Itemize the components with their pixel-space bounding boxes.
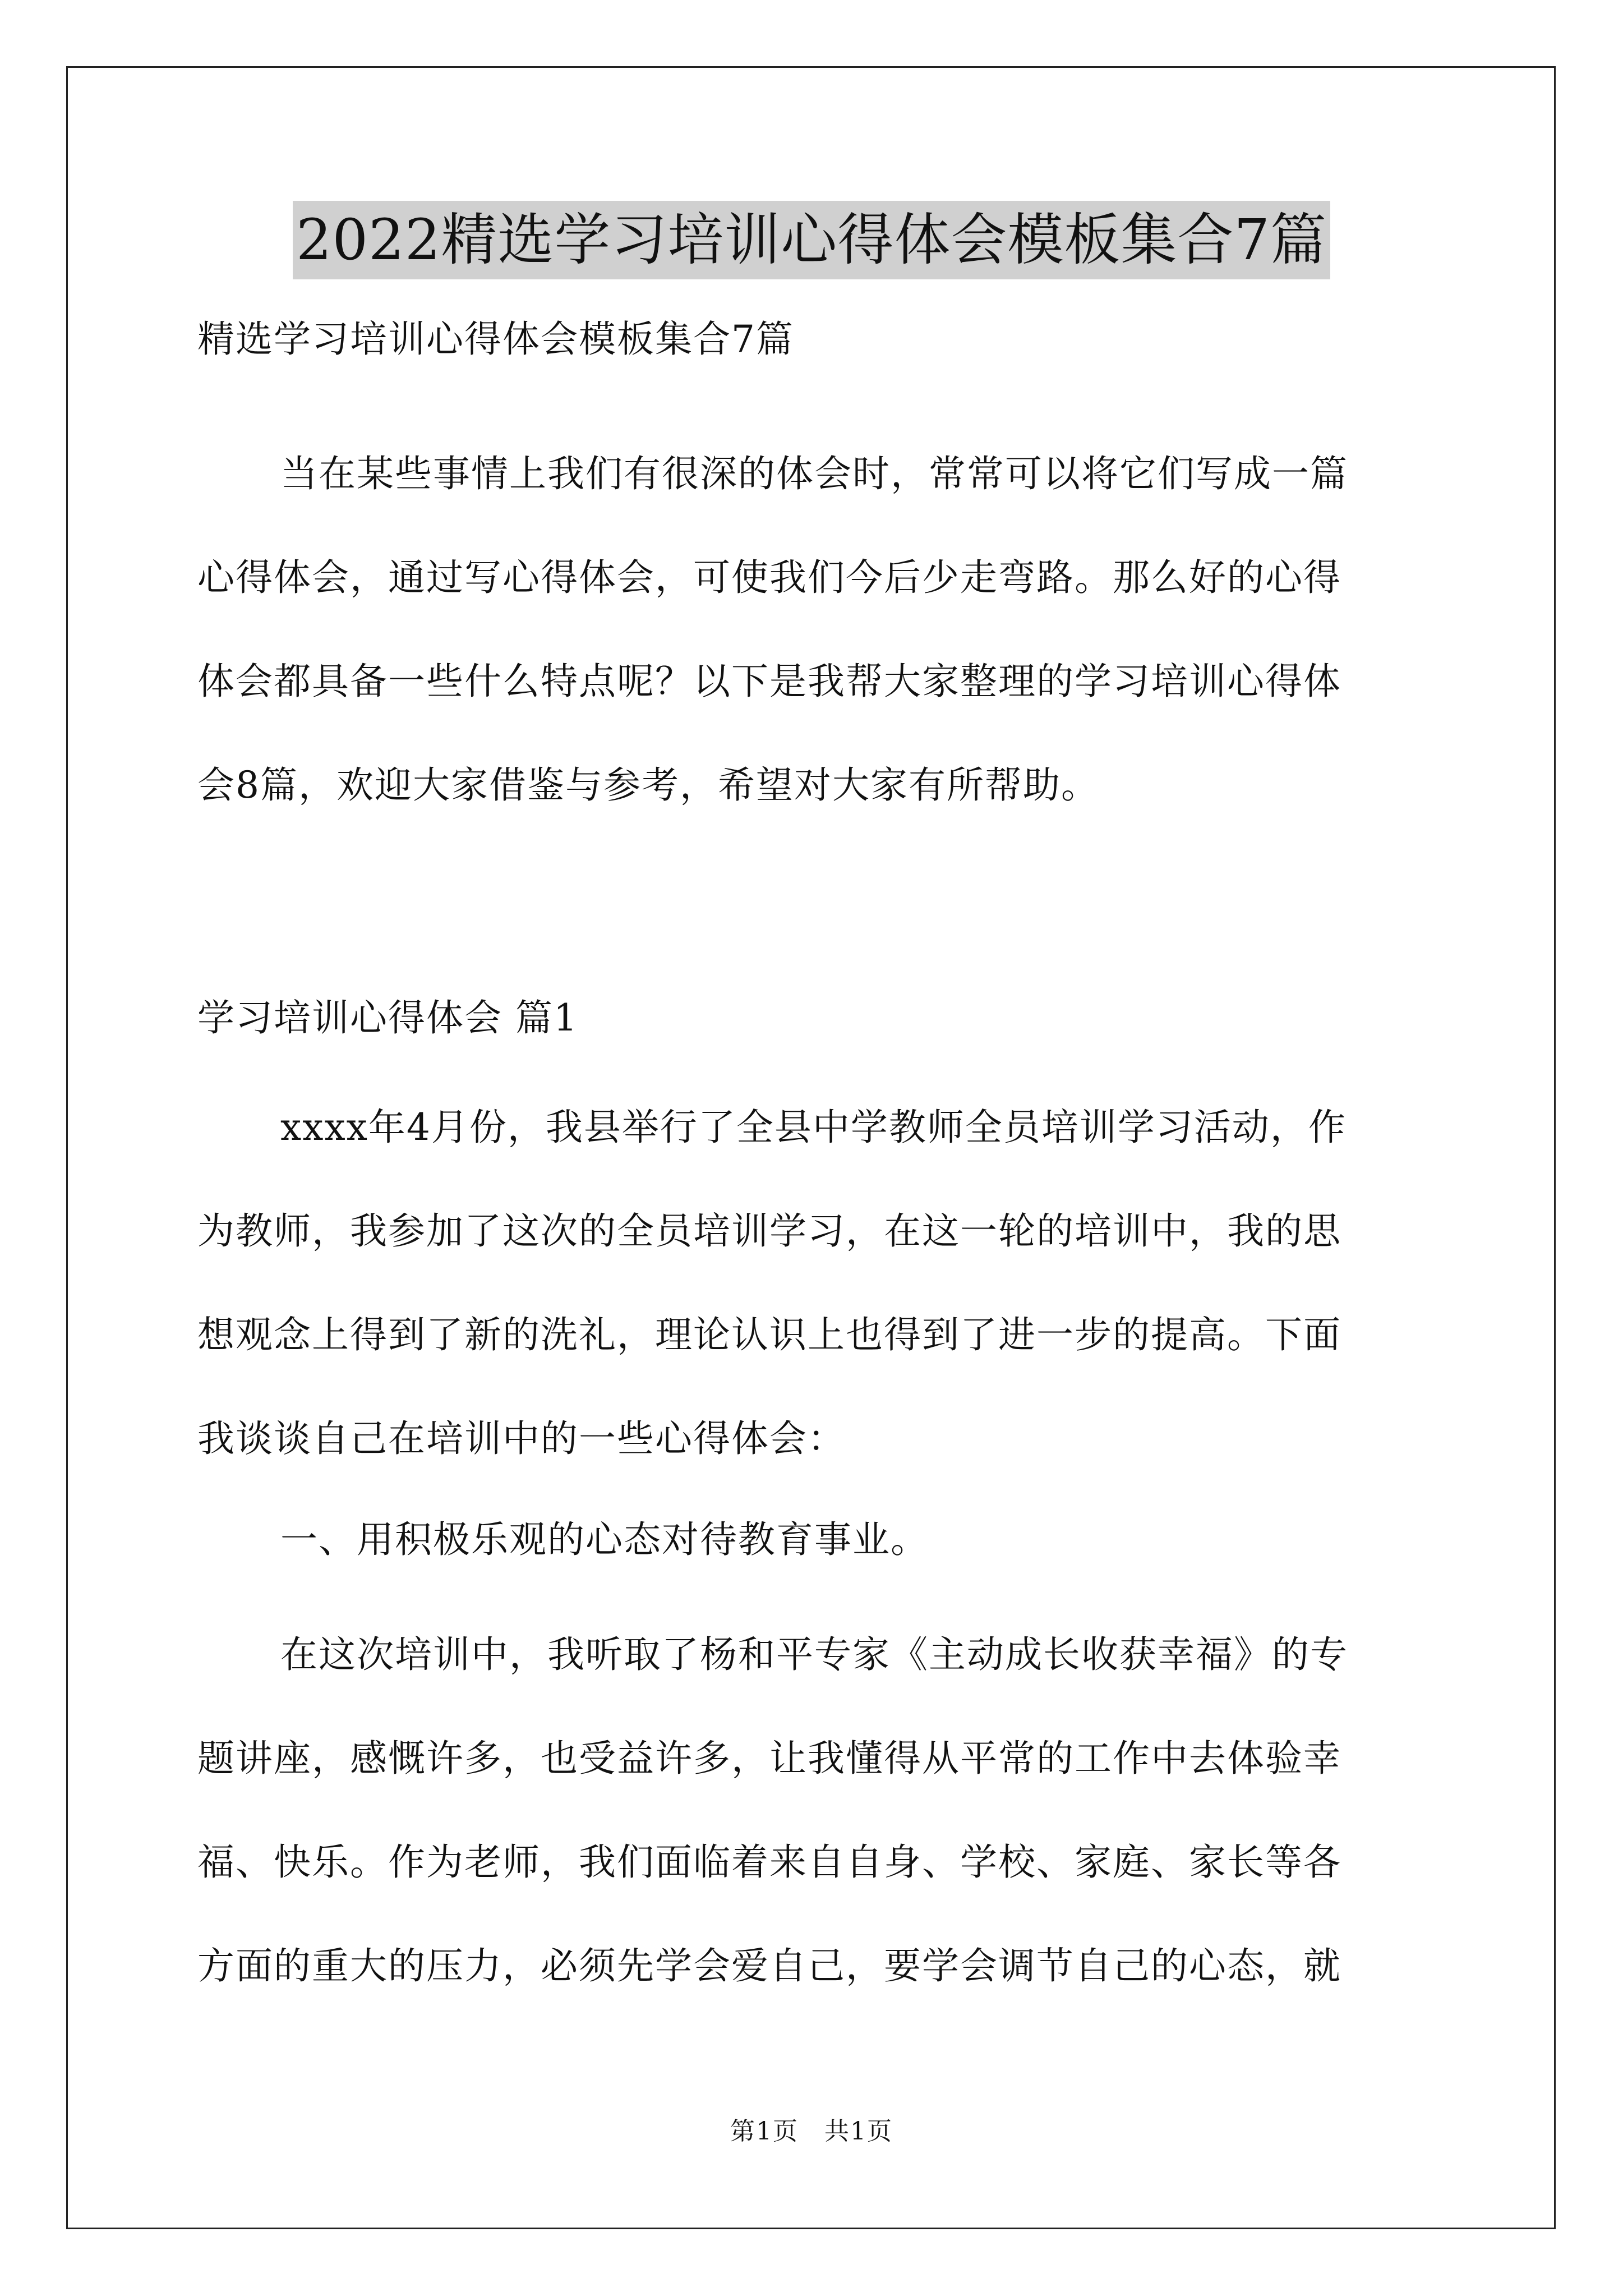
section-line-3: 想观念上得到了新的洗礼，理论认识上也得到了进一步的提高。下面 xyxy=(197,1313,1341,1356)
intro-line-1: 当在某些事情上我们有很深的体会时，常常可以将它们写成一篇 xyxy=(280,452,1348,495)
document-subtitle: 精选学习培训心得体会模板集合7篇 xyxy=(197,318,794,361)
page-footer: 第1页 共1页 xyxy=(730,2117,893,2146)
document-title: 2022精选学习培训心得体会模板集合7篇 xyxy=(293,201,1330,279)
section-heading: 学习培训心得体会 篇1 xyxy=(197,996,578,1039)
section-line-9: 方面的重大的压力，必须先学会爱自己，要学会调节自己的心态，就 xyxy=(197,1944,1341,1987)
section-line-6: 在这次培训中，我听取了杨和平专家《主动成长收获幸福》的专 xyxy=(280,1633,1348,1676)
intro-line-3: 体会都具备一些什么特点呢？以下是我帮大家整理的学习培训心得体 xyxy=(197,660,1341,703)
section-line-1: xxxx年4月份，我县举行了全县中学教师全员培训学习活动，作 xyxy=(280,1106,1347,1149)
section-line-4: 我谈谈自己在培训中的一些心得体会： xyxy=(197,1417,846,1460)
intro-line-4: 会8篇，欢迎大家借鉴与参考，希望对大家有所帮助。 xyxy=(197,763,1099,807)
title-container xyxy=(0,201,1623,279)
intro-line-2: 心得体会，通过写心得体会，可使我们今后少走弯路。那么好的心得 xyxy=(197,556,1341,599)
section-line-8: 福、快乐。作为老师，我们面临着来自自身、学校、家庭、家长等各 xyxy=(197,1841,1341,1884)
section-line-2: 为教师，我参加了这次的全员培训学习，在这一轮的培训中，我的思 xyxy=(197,1209,1341,1253)
section-subheading: 一、用积极乐观的心态对待教育事业。 xyxy=(280,1518,929,1561)
section-line-7: 题讲座，感慨许多，也受益许多，让我懂得从平常的工作中去体验幸 xyxy=(197,1737,1341,1780)
